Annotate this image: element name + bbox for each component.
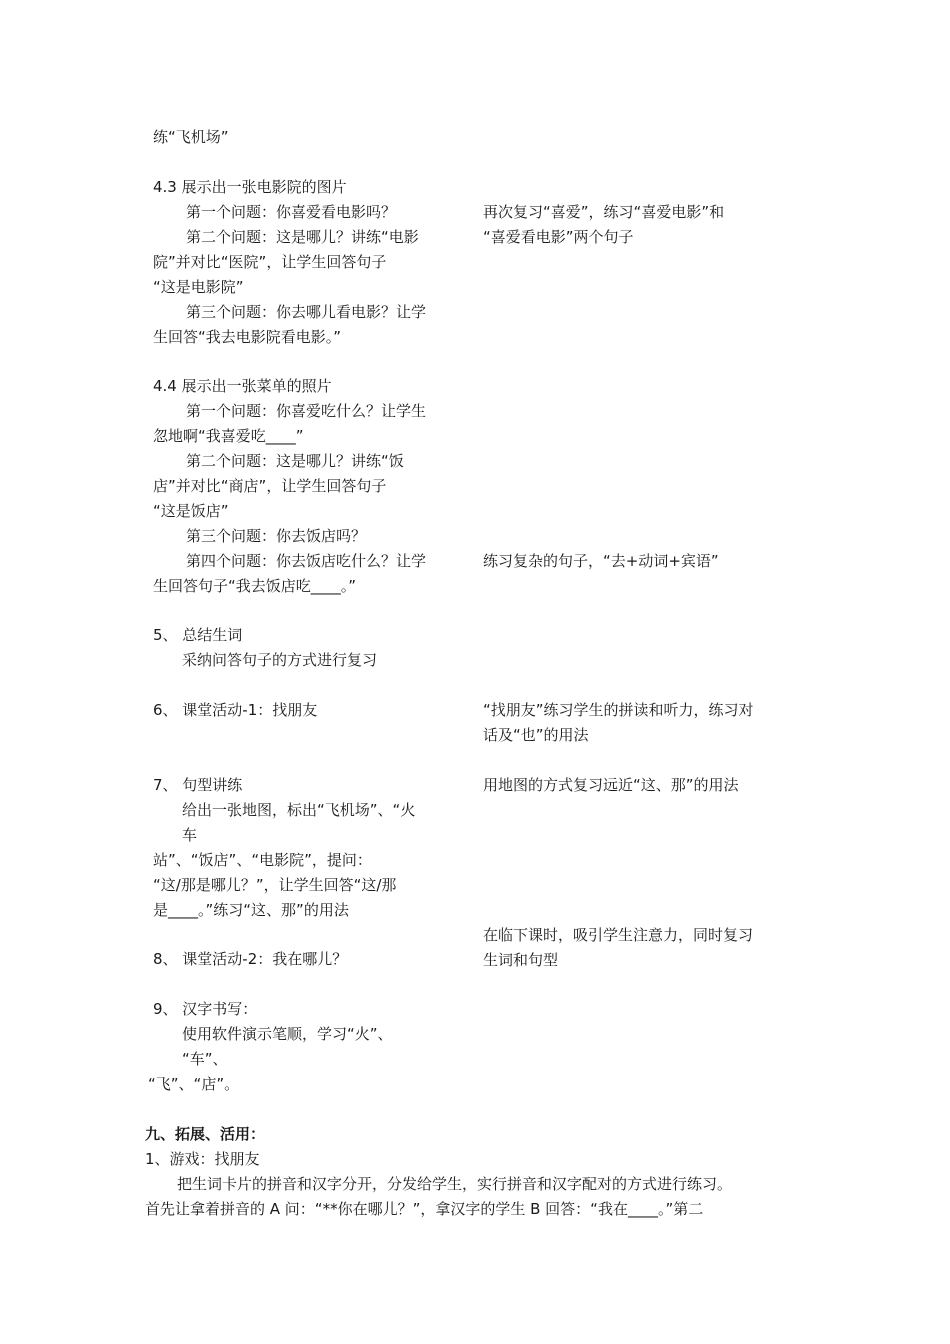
section-heading-9: 九、拓展、活用：: [145, 1125, 266, 1143]
text-line: 是____。”练习“这、那”的用法: [153, 901, 349, 919]
text-line: 第二个问题：这是哪儿？讲练“饭: [186, 452, 404, 470]
text-line: 第三个问题：你去哪儿看电影？让学: [186, 303, 427, 321]
note-line: 练习复杂的句子，“去+动词+宾语”: [483, 552, 719, 570]
note-line: 话及“也”的用法: [483, 726, 589, 744]
text-line: “飞”、“店”。: [148, 1075, 240, 1093]
note-line: “找朋友”练习学生的拼读和听力，练习对: [483, 701, 754, 719]
text-line: “这/那是哪儿？”，让学生回答“这/那: [153, 876, 397, 894]
item-6-heading: 6、 课堂活动-1：找朋友: [153, 701, 318, 719]
item-7-heading: 7、 句型讲练: [153, 776, 243, 794]
text-line: 给出一张地图，标出“飞机场”、“火: [182, 801, 416, 819]
item-5-heading: 5、 总结生词: [153, 626, 243, 644]
note-line: 用地图的方式复习远近“这、那”的用法: [483, 776, 739, 794]
text-line: 车: [182, 826, 198, 844]
text-line: 生回答句子“我去饭店吃____。”: [153, 577, 357, 595]
text-line: “这是电影院”: [153, 278, 244, 296]
text-line: 第二个问题：这是哪儿？讲练“电影: [186, 228, 419, 246]
text-line: 练“飞机场”: [153, 128, 229, 146]
text-line: 生回答“我去电影院看电影。”: [153, 328, 342, 346]
paragraph-line: 把生词卡片的拼音和汉字分开，分发给学生，实行拼音和汉字配对的方式进行练习。: [177, 1175, 733, 1193]
note-line: “喜爱看电影”两个句子: [483, 228, 634, 246]
text-line: 使用软件演示笔顺，学习“火”、: [182, 1025, 393, 1043]
text-line: 第三个问题：你去饭店吗？: [186, 527, 367, 545]
item-9-heading: 9、 汉字书写：: [153, 1000, 258, 1018]
text-line: 采纳问答句子的方式进行复习: [182, 651, 378, 669]
subsection-heading: 1、游戏：找朋友: [145, 1150, 260, 1168]
text-line: 站”、“饭店”、“电影院”，提问：: [153, 851, 372, 869]
text-line: “这是饭店”: [153, 502, 229, 520]
paragraph-line: 首先让拿着拼音的 A 问：“**你在哪儿？”，拿汉字的学生 B 回答：“我在____。”第二: [145, 1200, 704, 1218]
text-line: 忽地啊“我喜爱吃____”: [153, 427, 304, 445]
text-line: 第四个问题：你去饭店吃什么？让学: [186, 552, 427, 570]
note-line: 在临下课时，吸引学生注意力，同时复习: [483, 926, 754, 944]
text-line: 院”并对比“医院”，让学生回答句子: [153, 253, 387, 271]
section-heading-4-3: 4.3 展示出一张电影院的图片: [153, 178, 347, 196]
item-8-heading: 8、 课堂活动-2：我在哪儿？: [153, 950, 348, 968]
text-line: 第一个问题：你喜爱吃什么？让学生: [186, 402, 427, 420]
text-line: 第一个问题：你喜爱看电影吗？: [186, 203, 397, 221]
note-line: 生词和句型: [483, 951, 559, 969]
note-line: 再次复习“喜爱”，练习“喜爱电影”和: [483, 203, 725, 221]
text-line: “车”、: [182, 1050, 228, 1068]
text-line: 店”并对比“商店”，让学生回答句子: [153, 477, 387, 495]
section-heading-4-4: 4.4 展示出一张菜单的照片: [153, 377, 332, 395]
